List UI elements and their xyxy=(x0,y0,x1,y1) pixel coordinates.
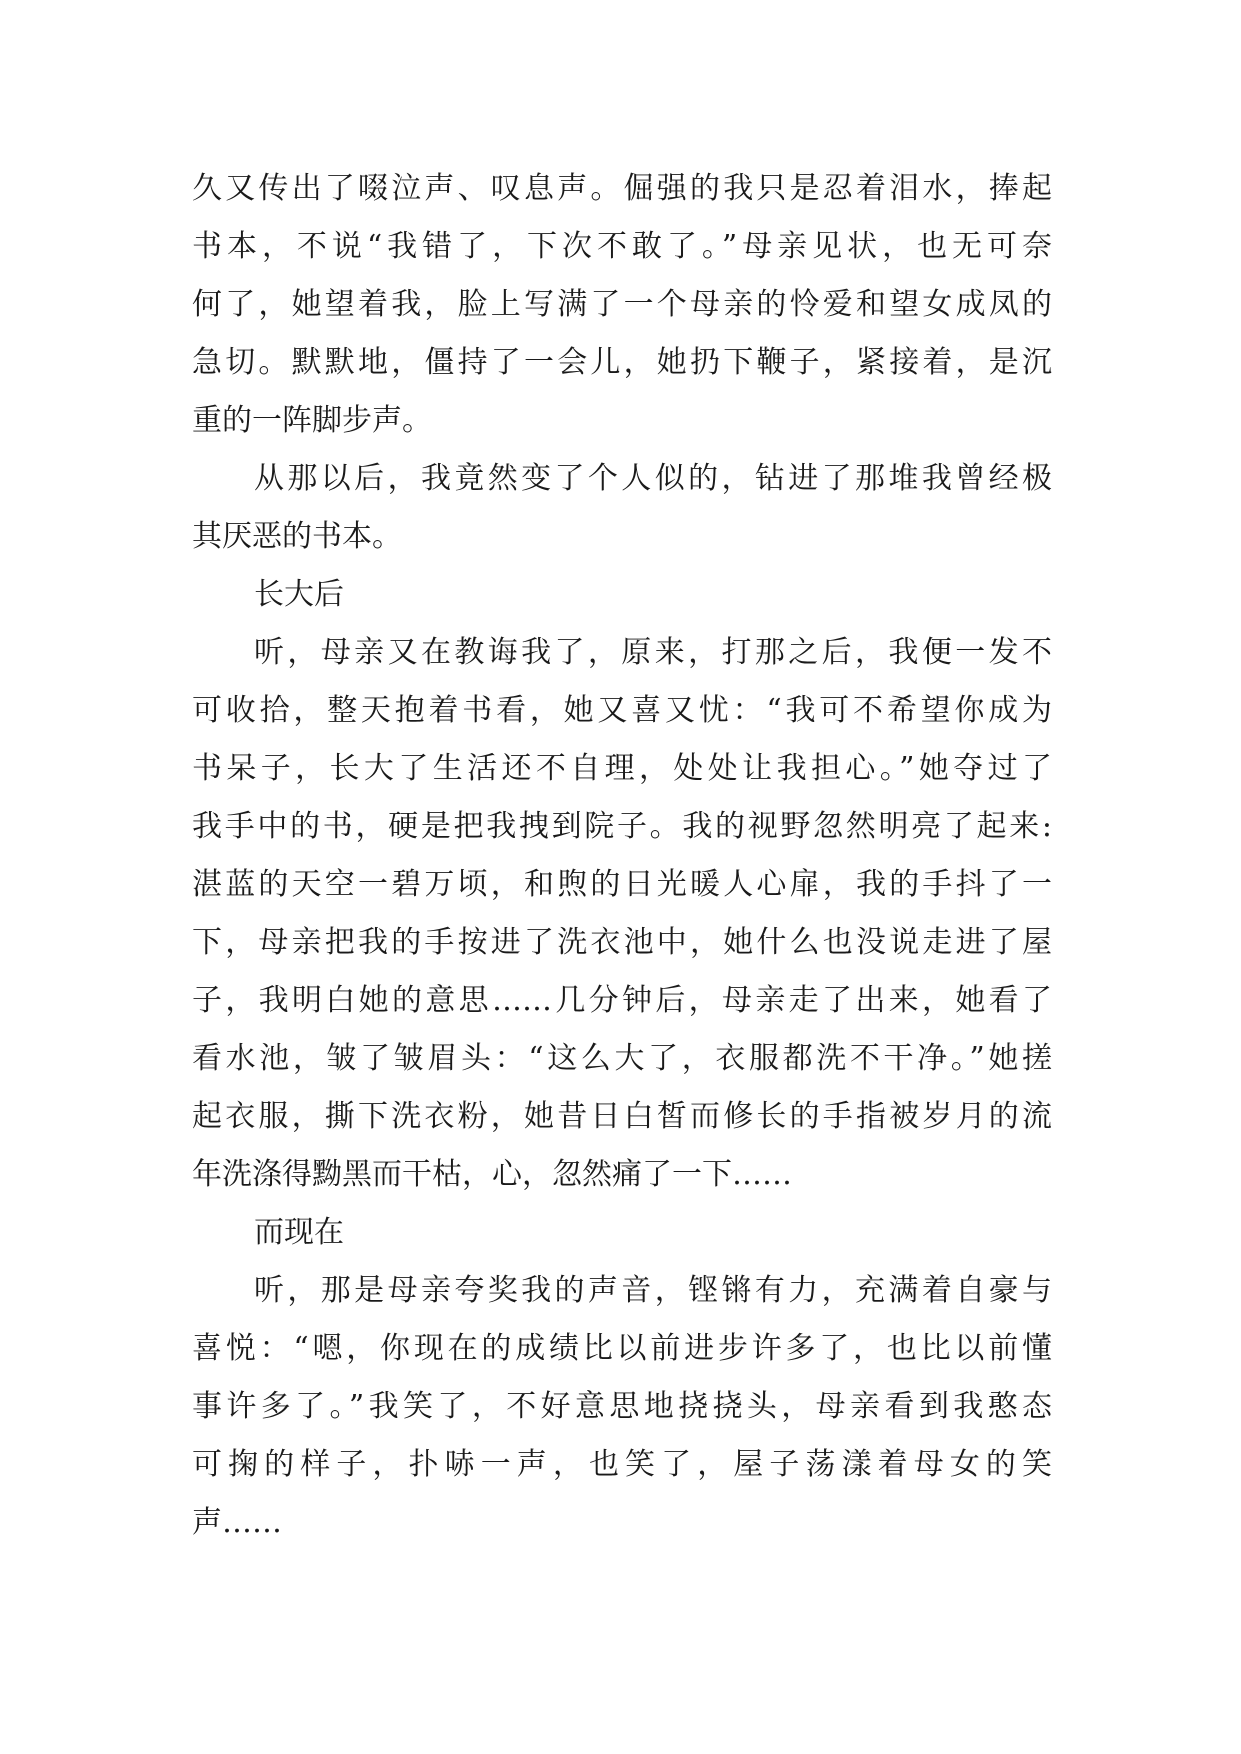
text-line-7: 其厌恶的书本。 xyxy=(192,519,402,554)
section-heading-grown-up: 长大后 xyxy=(254,577,344,612)
text-line-4: 急切。默默地，僵持了一会儿，她扔下鞭子，紧接着，是沉 xyxy=(192,345,1052,380)
text-line-6: 从那以后，我竟然变了个人似的，钻进了那堆我曾经极 xyxy=(254,461,1052,496)
text-line-18: 年洗涤得黝黑而干枯，心，忽然痛了一下…… xyxy=(192,1157,792,1192)
text-line-1: 久又传出了啜泣声、叹息声。倔强的我只是忍着泪水，捧起 xyxy=(192,171,1052,206)
text-line-12: 我手中的书，硬是把我拽到院子。我的视野忽然明亮了起来: xyxy=(192,809,1052,844)
text-line-22: 事许多了。”我笑了，不好意思地挠挠头，母亲看到我憨态 xyxy=(192,1389,1052,1424)
text-line-10: 可收拾，整天抱着书看，她又喜又忧：“我可不希望你成为 xyxy=(192,693,1052,728)
text-line-15: 子，我明白她的意思……几分钟后，母亲走了出来，她看了 xyxy=(192,983,1052,1018)
text-line-21: 喜悦：“嗯，你现在的成绩比以前进步许多了，也比以前懂 xyxy=(192,1331,1052,1366)
text-line-11: 书呆子，长大了生活还不自理，处处让我担心。”她夺过了 xyxy=(192,751,1052,786)
text-line-17: 起衣服，撕下洗衣粉，她昔日白皙而修长的手指被岁月的流 xyxy=(192,1099,1052,1134)
text-line-9: 听，母亲又在教诲我了，原来，打那之后，我便一发不 xyxy=(254,635,1052,670)
text-line-13: 湛蓝的天空一碧万顷，和煦的日光暖人心扉，我的手抖了一 xyxy=(192,867,1052,902)
body-text xyxy=(192,160,1052,1552)
text-line-3: 何了，她望着我，脸上写满了一个母亲的怜爱和望女成凤的 xyxy=(192,287,1052,322)
text-line-5: 重的一阵脚步声。 xyxy=(192,403,432,438)
text-line-23: 可掬的样子，扑哧一声，也笑了，屋子荡漾着母女的笑 xyxy=(192,1447,1052,1482)
text-line-16: 看水池，皱了皱眉头：“这么大了，衣服都洗不干净。”她搓 xyxy=(192,1041,1052,1076)
text-line-2: 书本，不说“我错了，下次不敢了。”母亲见状，也无可奈 xyxy=(192,229,1052,264)
text-line-14: 下，母亲把我的手按进了洗衣池中，她什么也没说走进了屋 xyxy=(192,925,1052,960)
section-heading-now: 而现在 xyxy=(254,1215,344,1250)
text-line-20: 听，那是母亲夸奖我的声音，铿锵有力，充满着自豪与 xyxy=(254,1273,1052,1308)
text-line-24: 声…… xyxy=(192,1505,282,1540)
